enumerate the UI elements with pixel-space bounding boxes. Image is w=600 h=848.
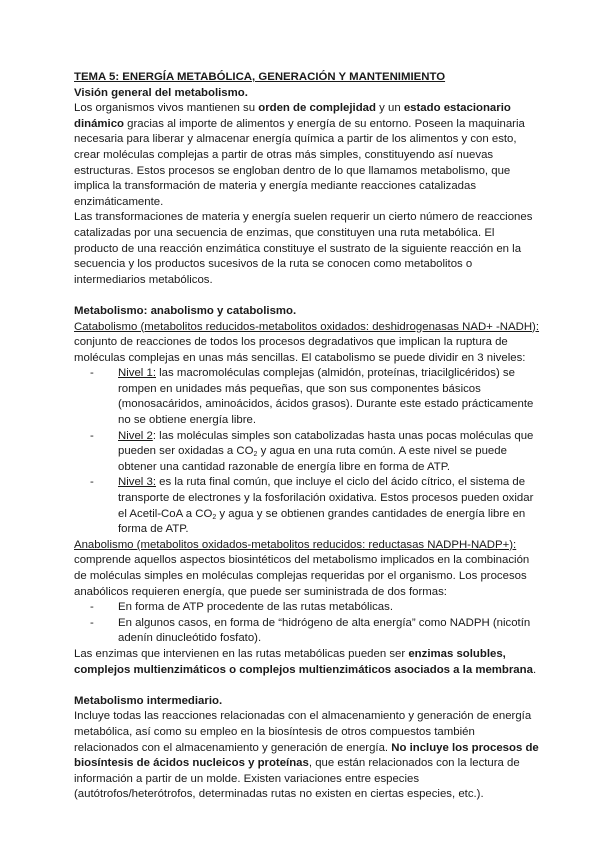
intermediate-paragraph: Incluye todas las reacciones relacionadas con el almacenamiento y generación de energía metabólica, así como su empleo en la biosíntesis de otros compuestos también relacionados con el almacenamiento y generación de energía. No incluye los procesos de biosíntesis de ácidos nucleicos y proteínas, que están relacionados con la lectura de información a partir de un molde. Existen variaciones entre especies (autótrofos/heterótrofos, determinadas rutas no existen en ciertas especies, etc.).: [74, 710, 539, 801]
list-item-level-2: - Nivel 2: las moléculas simples son catabolizadas hasta unas pocas moléculas que pueden ser oxidadas a $CO_2$ y agua en una ruta común. A este nivel se puede obtener una cantidad razonable de energía libre en forma de ATP.: [74, 429, 540, 476]
list-item-form-2: - En algunos casos, en forma de “hidrógeno de alta energía” como NADPH (nicotín adenín dinucleótido fosfato).: [74, 616, 540, 647]
catabolism-levels-list: [74, 366, 540, 538]
section-heading-intermediate: Metabolismo intermediario.: [74, 694, 223, 707]
section-heading-overview: Visión general del metabolismo.: [74, 86, 248, 99]
spacer: [74, 678, 540, 694]
list-item-level-1: - Nivel 1: las macromoléculas complejas (almidón, proteínas, triacilglicéridos) se rompen en unidades más pequeñas, que son sus componentes básicos (monosacáridos, aminoácidos, ácidos grasos). Durante este estado prácticamente no se obtiene energía libre.: [74, 366, 540, 428]
overview-paragraph-1: Los organismos vivos mantienen su orden de complejidad y un estado estacionario dinámico gracias al importe de alimentos y energía de su entorno. Poseen la maquinaria necesaria para liberar y almacenar energía química a partir de los alimentos y con esto, crear moléculas complejas a partir de otras más simples, constituyendo así nuevas estructuras. Estos procesos se engloban dentro de lo que llamamos metabolismo, que implica la transformación de materia y energía mediante reacciones catalizadas enzimáticamente.: [74, 102, 525, 208]
catabolism-paragraph: Catabolismo (metabolitos reducidos-metabolitos oxidados: deshidrogenasas NAD+ -NADH): conjunto de reacciones de todos los procesos degradativos que implican la ruptura de moléculas complejas en unas más sencillas. El catabolismo se puede dividir en 3 niveles:: [74, 320, 540, 364]
overview-paragraph-2: Las transformaciones de materia y energía suelen requerir un cierto número de reacciones catalizadas por una secuencia de enzimas, que constituyen una ruta metabólica. El producto de una reacción enzimática constituye el sustrato de la siguiente reacción en la secuencia y los productos sucesivos de la ruta se conocen como metabolitos o intermediarios metabólicos.: [74, 211, 533, 286]
anabolism-label: Anabolismo (metabolitos oxidados-metabolitos reducidos: reductasas NADPH-NADP+):: [74, 538, 517, 551]
list-item-level-3: - Nivel 3: es la ruta final común, que incluye el ciclo del ácido cítrico, el sistema de transporte de electrones y la fosforilación oxidativa. Estos procesos pueden oxidar el Acetil-CoA a $CO_2$ y agua y se obtienen grandes cantidades de energía libre en forma de ATP.: [74, 475, 540, 537]
anabolism-forms-list: [74, 600, 540, 647]
enzymes-paragraph: Las enzimas que intervienen en las rutas metabólicas pueden ser enzimas solubles, complejos multienzimáticos o complejos multienzimáticos asociados a la membrana.: [74, 647, 537, 676]
list-item-form-1: - En forma de ATP procedente de las rutas metabólicas.: [74, 600, 540, 616]
spacer: [74, 288, 540, 304]
page-title: TEMA 5: ENERGÍA METABÓLICA, GENERACIÓN Y MANTENIMIENTO: [74, 71, 446, 83]
catabolism-label: Catabolismo (metabolitos reducidos-metabolitos oxidados: deshidrogenasas NAD+ -NADH):: [74, 320, 540, 333]
anabolism-paragraph: Anabolismo (metabolitos oxidados-metabolitos reducidos: reductasas NADPH-NADP+): comprende aquellos aspectos biosintéticos del metabolismo implicados en la combinación de moléculas simples en moléculas complejas requeridas por el organismo. Los procesos anabólicos requieren energía, que puede ser suministrada de dos formas:: [74, 538, 530, 598]
section-heading-metabolism: Metabolismo: anabolismo y catabolismo.: [74, 304, 297, 317]
